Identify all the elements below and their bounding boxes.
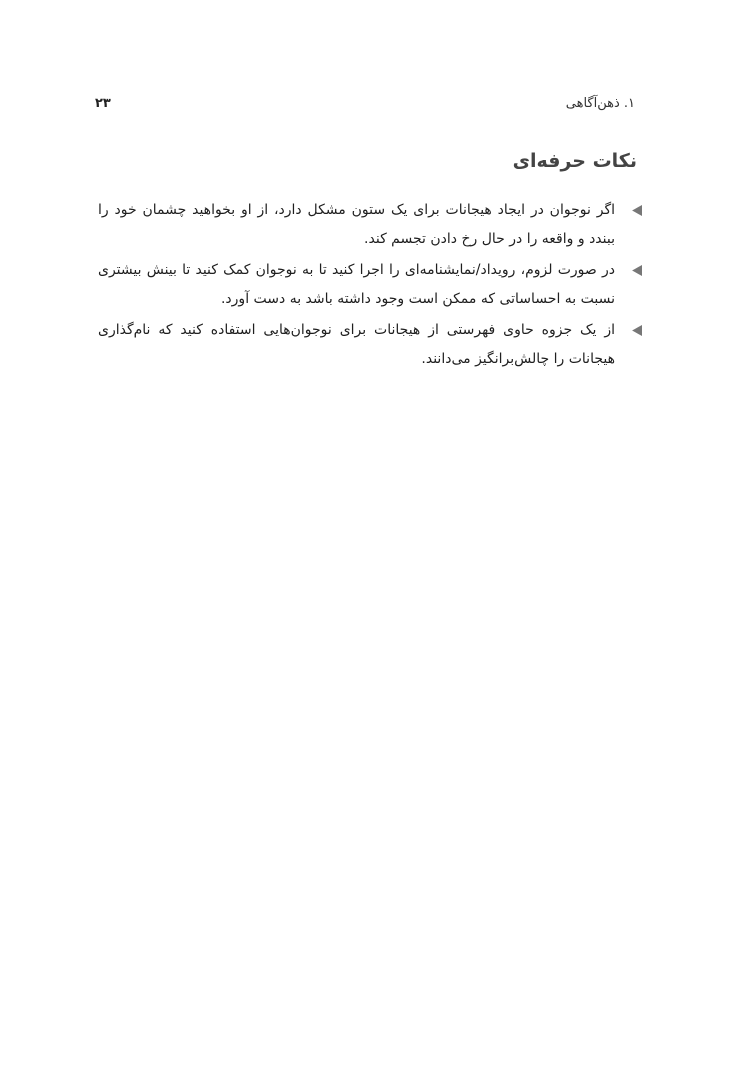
tip-item xyxy=(98,316,643,374)
triangle-bullet-icon xyxy=(629,316,643,345)
tip-text: در صورت لزوم، رویداد/نمایشنامه‌ای را اجرا کنید تا به نوجوان کمک کنید تا بینش بیشتری نسبت به احساساتی که ممکن است وجود داشته باشد به دست آورد. xyxy=(98,262,615,307)
tips-list xyxy=(98,196,643,376)
running-header xyxy=(95,96,635,116)
page-number: ۲۳ xyxy=(95,96,111,111)
tip-text: از یک جزوه حاوی فهرستی از هیجانات برای نوجوان‌هایی استفاده کنید که نام‌گذاری هیجانات را چالش‌برانگیز می‌دانند. xyxy=(98,322,615,367)
tip-text: اگر نوجوان در ایجاد هیجانات برای یک ستون مشکل دارد، از او بخواهید چشمان خود را ببندد و واقعه را در حال رخ دادن تجسم کند. xyxy=(98,202,615,247)
triangle-bullet-icon xyxy=(629,256,643,285)
section-heading: نکات حرفه‌ای xyxy=(512,150,637,172)
chapter-title: ۱. ذهن‌آگاهی xyxy=(565,96,635,111)
triangle-bullet-icon xyxy=(629,196,643,225)
tip-item xyxy=(98,196,643,254)
tip-item xyxy=(98,256,643,314)
